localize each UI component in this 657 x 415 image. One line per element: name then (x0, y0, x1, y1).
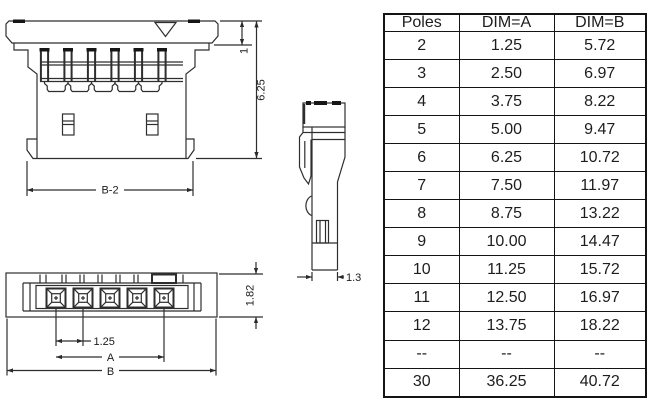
table-cell: 14.47 (554, 228, 646, 256)
table-row (384, 116, 646, 144)
dim-label-pitch: 1.25 (93, 336, 115, 348)
table-row (384, 144, 646, 172)
table-cell: 12.50 (459, 284, 554, 312)
side-bump (306, 196, 312, 216)
table-row (384, 200, 646, 228)
table-cell: -- (459, 340, 554, 368)
table-cell: 12 (384, 312, 459, 340)
table-row (384, 60, 646, 88)
table-cell: 36.25 (459, 368, 554, 397)
table-cell: 13.75 (459, 312, 554, 340)
table-cell: -- (554, 340, 646, 368)
table-cell: 6 (384, 144, 459, 172)
table-cell: 5.00 (459, 116, 554, 144)
flange-mark-right (188, 20, 200, 24)
table-cell: 10 (384, 256, 459, 284)
table-cell: 13.22 (554, 200, 646, 228)
dimension-depth (219, 262, 263, 329)
table-cell: 2.50 (459, 60, 554, 88)
table-row (384, 172, 646, 200)
contact-holes (47, 289, 174, 308)
table-cell: 16.97 (554, 284, 646, 312)
polarity-triangle-icon (155, 23, 176, 37)
dimension-b (7, 319, 216, 379)
table-row (384, 284, 646, 312)
flange-mark-left (13, 20, 25, 24)
table-cell: 9.47 (554, 116, 646, 144)
table-cell: 5 (384, 116, 459, 144)
table-row (384, 340, 646, 368)
table-cell: 6.97 (554, 60, 646, 88)
dimension-a (56, 350, 164, 364)
table-cell: 8.75 (459, 200, 554, 228)
table-cell: 3 (384, 60, 459, 88)
table-cell: 40.72 (554, 368, 646, 397)
column-header: DIM=B (554, 14, 646, 32)
table-cell: 18.22 (554, 312, 646, 340)
dimension-total-height (196, 21, 268, 159)
table-row (384, 312, 646, 340)
dim-label-flange-height: 1 (238, 47, 251, 54)
bottom-view (6, 262, 263, 378)
dim-label-b: B (106, 366, 115, 378)
dimension-table (383, 13, 647, 398)
table-cell: 10.00 (459, 228, 554, 256)
table-row (384, 228, 646, 256)
dim-label-a: A (106, 352, 115, 364)
dimension-pitch (56, 336, 115, 348)
column-header: Poles (384, 14, 459, 32)
table-cell: 7 (384, 172, 459, 200)
dim-label-side-thickness: 1.3 (346, 272, 362, 284)
table-row (384, 32, 646, 60)
table-row (384, 256, 646, 284)
latch-windows (63, 114, 159, 135)
table-cell: 11.97 (554, 172, 646, 200)
table-cell: 11 (384, 284, 459, 312)
table-cell: 8 (384, 200, 459, 228)
table-cell: -- (384, 340, 459, 368)
dimension-flange-height (214, 21, 262, 54)
side-view (297, 101, 361, 284)
table-cell: 9 (384, 228, 459, 256)
column-header: DIM=A (459, 14, 554, 32)
table-header-row (384, 14, 646, 32)
table-row (384, 368, 646, 397)
table-cell: 10.72 (554, 144, 646, 172)
dimension-body-width (27, 161, 193, 197)
table-cell: 2 (384, 32, 459, 60)
table-cell: 5.72 (554, 32, 646, 60)
dim-label-total-height: 6.25 (255, 79, 268, 101)
table-row (384, 88, 646, 116)
dim-label-body-width: B-2 (101, 184, 119, 197)
table-cell: 15.72 (554, 256, 646, 284)
table-cell: 30 (384, 368, 459, 397)
table-cell: 7.50 (459, 172, 554, 200)
dim-label-depth: 1.82 (244, 284, 257, 307)
table-cell: 6.25 (459, 144, 554, 172)
table-cell: 11.25 (459, 256, 554, 284)
front-view (6, 20, 268, 197)
table-cell: 4 (384, 88, 459, 116)
table-cell: 1.25 (459, 32, 554, 60)
table-cell: 3.75 (459, 88, 554, 116)
shell-edge-slots (40, 275, 183, 284)
table-cell: 8.22 (554, 88, 646, 116)
dimension-side-thickness (297, 272, 361, 284)
